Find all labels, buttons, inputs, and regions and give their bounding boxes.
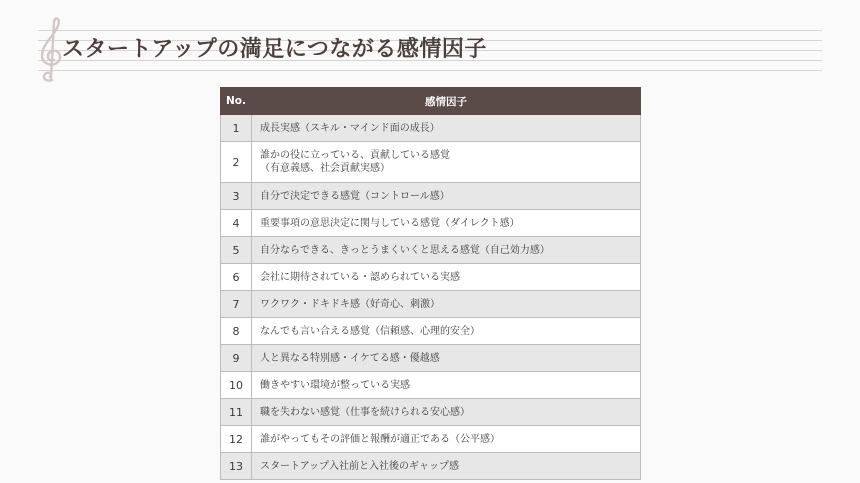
- factor-text: 誰がやってもその評価と報酬が適正である（公平感）: [260, 433, 500, 445]
- factor-text: なんでも言い合える感覚（信頼感、心理的安全）: [260, 325, 480, 337]
- table-row: [221, 237, 641, 264]
- column-header-no: No.: [221, 88, 252, 115]
- emotion-factor-table: [220, 87, 641, 480]
- row-factor: [252, 237, 641, 264]
- table-row: [221, 345, 641, 372]
- table-row: [221, 399, 641, 426]
- table-row: [221, 115, 641, 142]
- row-factor: [252, 210, 641, 237]
- factor-text: 成長実感（スキル・マインド面の成長）: [260, 122, 440, 134]
- row-factor: [252, 142, 641, 183]
- row-number: 10: [221, 372, 252, 399]
- row-number: 6: [221, 264, 252, 291]
- factor-text: スタートアップ入社前と入社後のギャップ感: [260, 460, 459, 472]
- row-number: 1: [221, 115, 252, 142]
- row-factor: [252, 345, 641, 372]
- factor-text: 会社に期待されている・認められている実感: [260, 271, 460, 283]
- table-row: [221, 318, 641, 345]
- factor-text: 働きやすい環境が整っている実感: [260, 379, 410, 391]
- row-factor: [252, 453, 641, 480]
- row-factor: [252, 372, 641, 399]
- table-row: [221, 426, 641, 453]
- table-row: [221, 264, 641, 291]
- row-number: 3: [221, 183, 252, 210]
- row-number: 12: [221, 426, 252, 453]
- factor-subtext: （有意義感、社会貢献実感）: [260, 163, 390, 174]
- row-factor: [252, 183, 641, 210]
- table-header-row: [221, 88, 641, 115]
- table-row: [221, 453, 641, 480]
- row-factor: [252, 318, 641, 345]
- row-number: 8: [221, 318, 252, 345]
- factor-text: 人と異なる特別感・イケてる感・優越感: [260, 352, 440, 364]
- factor-text: 誰かの役に立っている、貢献している感覚: [260, 150, 450, 161]
- factor-text: ワクワク・ドキドキ感（好奇心、刺激）: [260, 298, 440, 310]
- row-number: 9: [221, 345, 252, 372]
- table-row: [221, 210, 641, 237]
- row-factor: [252, 264, 641, 291]
- row-number: 11: [221, 399, 252, 426]
- row-factor: [252, 115, 641, 142]
- row-factor: [252, 399, 641, 426]
- row-number: 2: [221, 142, 252, 183]
- factor-text: 自分で決定できる感覚（コントロール感）: [260, 190, 450, 202]
- row-number: 13: [221, 453, 252, 480]
- page-title: スタートアップの満足につながる感情因子: [62, 37, 487, 62]
- row-number: 5: [221, 237, 252, 264]
- row-number: 4: [221, 210, 252, 237]
- factor-text: 自分ならできる、きっとうまくいくと思える感覚（自己効力感）: [260, 244, 550, 256]
- factor-text: 重要事項の意思決定に関与している感覚（ダイレクト感）: [260, 217, 520, 229]
- table-row: [221, 372, 641, 399]
- table-row: [221, 183, 641, 210]
- row-number: 7: [221, 291, 252, 318]
- row-factor: [252, 426, 641, 453]
- row-factor: [252, 291, 641, 318]
- column-header-factor: 感情因子: [252, 88, 641, 115]
- table-row: [221, 291, 641, 318]
- table-row: [221, 142, 641, 183]
- factor-text: 職を失わない感覚（仕事を続けられる安心感）: [260, 406, 470, 418]
